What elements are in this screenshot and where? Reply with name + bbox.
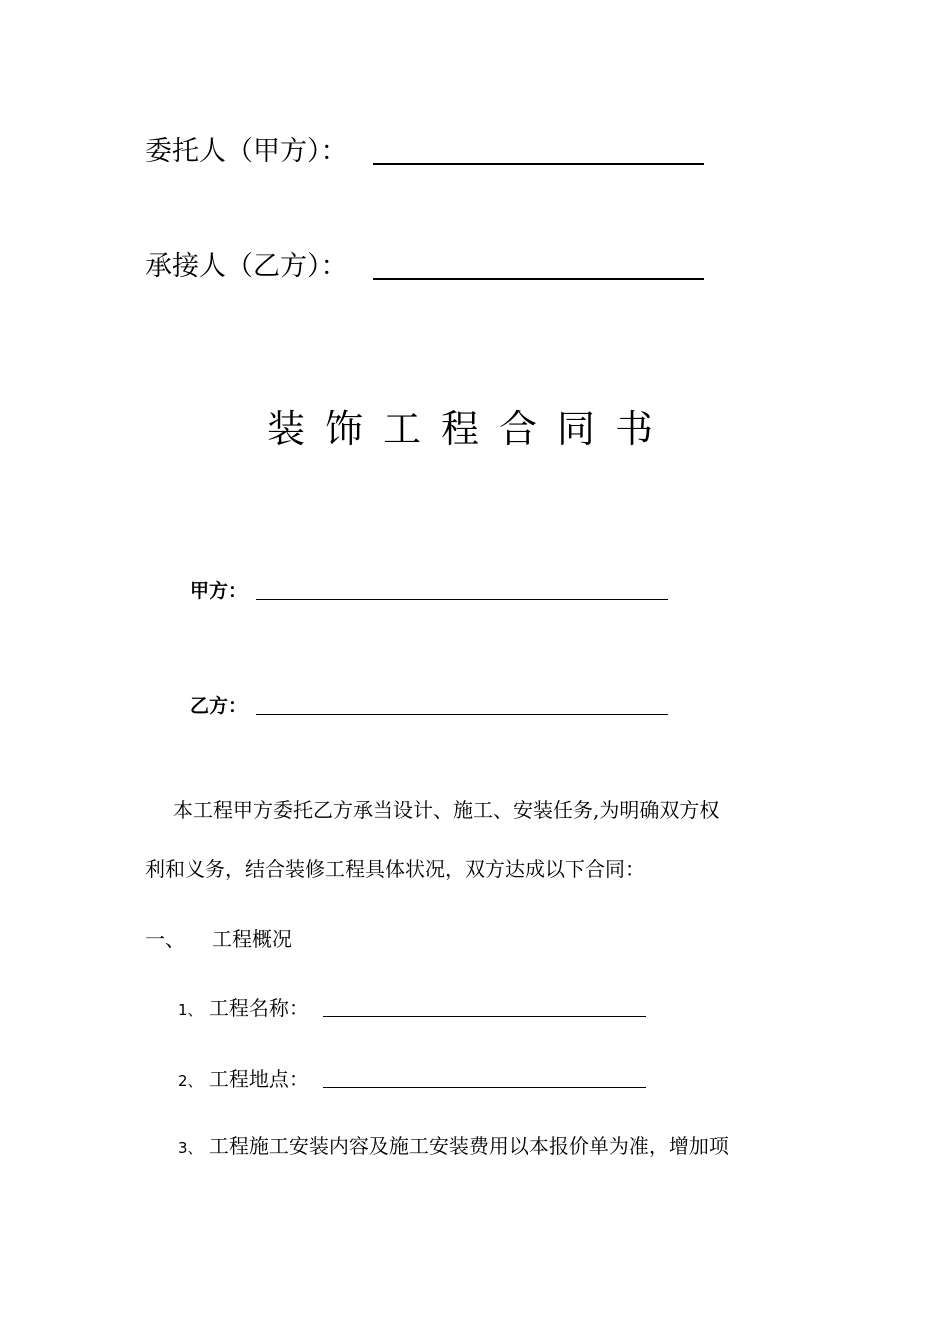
- project-location-line: [323, 1087, 646, 1088]
- list-item: [178, 998, 309, 1018]
- client-label: 委托人（甲方）：: [145, 136, 348, 167]
- contractor-signature-line: [373, 278, 704, 280]
- party-b-label: 乙方：: [190, 695, 248, 717]
- intro-line-2: 利和义务，结合装修工程具体状况，双方达成以下合同：: [145, 857, 645, 881]
- contractor-label: 承接人（乙方）：: [145, 251, 348, 282]
- party-a-line: [256, 599, 668, 600]
- client-signature-line: [373, 163, 704, 165]
- document-title: 装饰工程合同书: [267, 407, 674, 451]
- list-item: [178, 1069, 309, 1089]
- item-text: 工程施工安装内容及施工安装费用以本报价单为准，增加项: [208, 1134, 729, 1158]
- item-text: 工程地点：: [208, 1067, 309, 1091]
- section-heading: 工程概况: [212, 927, 292, 951]
- project-name-line: [323, 1016, 646, 1017]
- item-text: 工程名称：: [208, 996, 309, 1020]
- item-number: 1、: [178, 1001, 203, 1019]
- list-item: [178, 1136, 729, 1156]
- item-number: 3、: [178, 1139, 203, 1157]
- section-number: 一、: [145, 927, 185, 951]
- item-number: 2、: [178, 1072, 203, 1090]
- party-b-line: [256, 714, 668, 715]
- party-a-label: 甲方：: [190, 580, 248, 602]
- intro-line-1: 本工程甲方委托乙方承当设计、施工、安装任务,为明确双方权: [173, 798, 720, 822]
